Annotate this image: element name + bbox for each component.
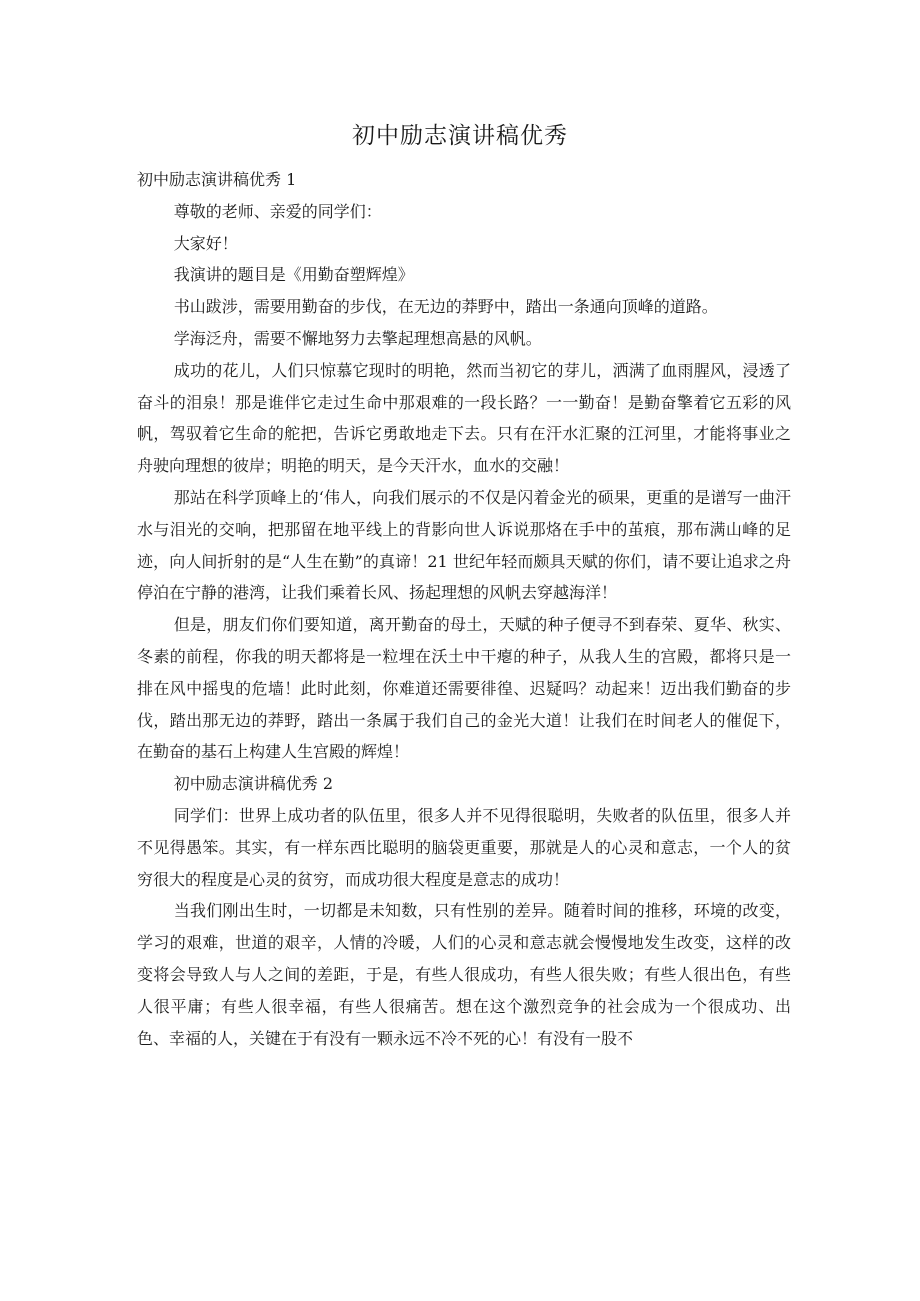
paragraph: 成功的花儿，人们只惊慕它现时的明艳，然而当初它的芽儿，洒满了血雨腥风，浸透了奋斗的泪泉！那是谁伴它走过生命中那艰难的一段长路？一一勤奋！是勤奋擎着它五彩的风帆，驾驭着它生命的舵把，告诉它勇敢地走下去。只有在汗水汇聚的江河里，才能将事业之舟驶向理想的彼岸；明艳的明天，是今天汗水，血水的交融！	[137, 360, 791, 476]
section-heading: 初中励志演讲稿优秀 1	[137, 170, 297, 189]
paragraph: 大家好！	[173, 233, 238, 253]
paragraph: 学海泛舟，需要不懈地努力去擎起理想高悬的风帆。	[173, 328, 542, 348]
document-body	[137, 164, 791, 1054]
paragraph: 那站在科学顶峰上的‘伟人，向我们展示的不仅是闪着金光的硕果，更重的是谱写一曲汗水与泪光的交响，把那留在地平线上的背影向世人诉说那烙在手中的茧痕，那布满山峰的足迹，向人间折射的是“人生在勤”的真谛！21 世纪年轻而颇具天赋的你们，请不要让追求之舟停泊在宁静的港湾，让我们乘着长风、扬起理想的风帆去穿越海洋！	[137, 487, 791, 603]
section-heading: 初中励志演讲稿优秀 2	[173, 774, 334, 794]
paragraph: 当我们刚出生时，一切都是未知数，只有性别的差异。随着时间的推移，环境的改变，学习的艰难，世道的艰辛，人情的冷暖，人们的心灵和意志就会慢慢地发生改变，这样的改变将会导致人与人之间的差距，于是，有些人很成功，有些人很失败；有些人很出色，有些人很平庸；有些人很幸福，有些人很痛苦。想在这个激烈竞争的社会成为一个很成功、出色、幸福的人，关键在于有没有一颗永远不冷不死的心！有没有一股不	[137, 901, 791, 1048]
paragraph: 我演讲的题目是《用勤奋塑辉煌》	[173, 265, 414, 285]
paragraph: 尊敬的老师、亲爱的同学们：	[173, 201, 382, 221]
paragraph: 但是，朋友们你们要知道，离开勤奋的母土，天赋的种子便寻不到春荣、夏华、秋实、冬素的前程，你我的明天都将是一粒埋在沃土中干瘪的种子，从我人生的宫殿，都将只是一排在风中摇曳的危墙！此时此刻，你难道还需要徘徨、迟疑吗？动起来！迈出我们勤奋的步伐，踏出那无边的莽野，踏出一条属于我们自己的金光大道！让我们在时间老人的催促下，在勤奋的基石上构建人生宫殿的辉煌！	[137, 615, 791, 762]
document-title: 初中励志演讲稿优秀	[352, 123, 568, 149]
paragraph: 书山跋涉，需要用勤奋的步伐，在无边的莽野中，踏出一条通向顶峰的道路。	[173, 297, 718, 317]
paragraph: 同学们：世界上成功者的队伍里，很多人并不见得很聪明，失败者的队伍里，很多人并不见得愚笨。其实，有一样东西比聪明的脑袋更重要，那就是人的心灵和意志，一个人的贫穷很大的程度是心灵的贫穷，而成功很大程度是意志的成功！	[137, 805, 791, 889]
